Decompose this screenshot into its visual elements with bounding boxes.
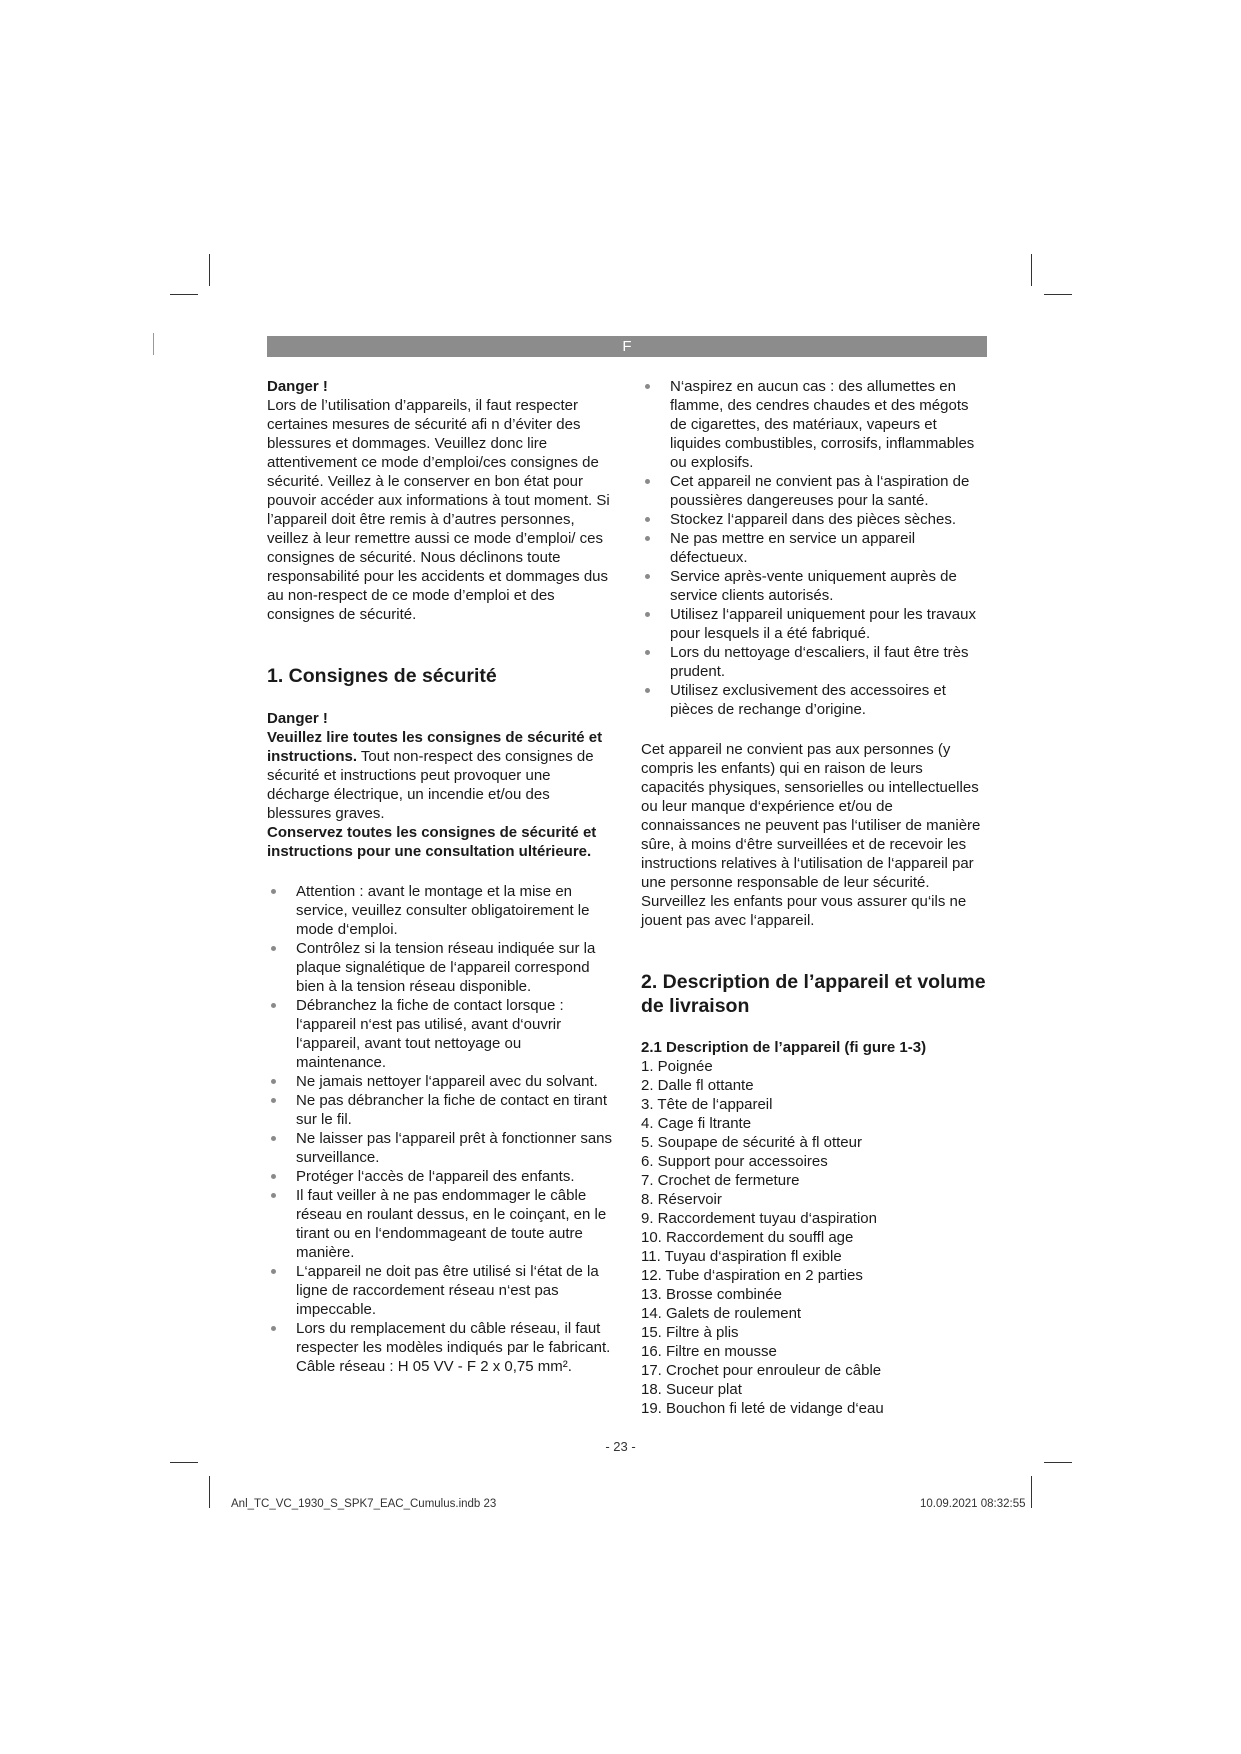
list-item: 1. Poignée <box>641 1058 713 1075</box>
danger-title-2: Danger ! <box>267 710 328 727</box>
list-item: 8. Réservoir <box>641 1191 722 1208</box>
footer-timestamp: 10.09.2021 08:32:55 <box>920 1498 1026 1510</box>
list-item: 4. Cage fi ltrante <box>641 1115 752 1132</box>
list-item: Attention : avant le montage et la mise en service, veuillez consulter obligatoirement le mode d‘emploi. <box>267 882 612 939</box>
crop-mark <box>209 254 210 286</box>
list-item: 10. Raccordement du souffl age <box>641 1229 854 1246</box>
crop-mark <box>170 294 198 295</box>
list-item: Il faut veiller à ne pas endommager le câble réseau en roulant dessus, en le coinçant, en le tirant ou en l‘endommageant de toute autre manière. <box>267 1186 612 1262</box>
list-item: 12. Tube d‘aspiration en 2 parties <box>641 1267 863 1284</box>
list-item: 16. Filtre en mousse <box>641 1343 777 1360</box>
list-item: 6. Support pour accessoires <box>641 1153 828 1170</box>
parts-list <box>641 1057 986 1418</box>
right-column <box>641 377 986 1418</box>
subsection-2-1-heading: 2.1 Description de l’appareil (fi gure 1-3) <box>641 1039 927 1056</box>
list-item: 5. Soupape de sécurité à fl otteur <box>641 1134 862 1151</box>
list-item: 2. Dalle fl ottante <box>641 1077 754 1094</box>
list-item: 9. Raccordement tuyau d‘aspiration <box>641 1210 877 1227</box>
list-item: Cet appareil ne convient pas à l‘aspiration de poussières dangereuses pour la santé. <box>641 472 986 510</box>
list-item: Stockez l‘appareil dans des pièces sèches. <box>641 510 986 529</box>
list-item: 14. Galets de roulement <box>641 1305 802 1322</box>
danger-title: Danger ! <box>267 378 328 395</box>
page-number: - 23 - <box>605 1439 636 1454</box>
crop-mark <box>170 1462 198 1463</box>
crop-mark <box>1031 1476 1032 1508</box>
list-item: Utilisez exclusivement des accessoires et pièces de rechange d’origine. <box>641 681 986 719</box>
language-header-bar <box>267 336 987 357</box>
list-item: Lors du nettoyage d‘escaliers, il faut être très prudent. <box>641 643 986 681</box>
section-1-heading: 1. Consignes de sécurité <box>267 665 497 687</box>
list-item: 18. Suceur plat <box>641 1381 742 1398</box>
list-item: 15. Filtre à plis <box>641 1324 739 1341</box>
list-item: Débranchez la fiche de contact lorsque : l‘appareil n‘est pas utilisé, avant d‘ouvrir l‘appareil, avant tout nettoyage ou maintenance. <box>267 996 612 1072</box>
warning-bold: Veuillez lire toutes les consignes de sécurité et instructions. <box>267 729 603 765</box>
section-2-heading: 2. Description de l’appareil et volume de livraison <box>641 971 986 1017</box>
keep-instructions: Conservez toutes les consignes de sécurité et instructions pour une consultation ultérieure. <box>267 824 597 860</box>
crop-mark <box>1044 294 1072 295</box>
crop-mark <box>1044 1462 1072 1463</box>
list-item: Lors du remplacement du câble réseau, il faut respecter les modèles indiqués par le fabricant. Câble réseau : H 05 VV - F 2 x 0,75 mm². <box>267 1319 612 1376</box>
list-item: 19. Bouchon fi leté de vidange d‘eau <box>641 1400 884 1417</box>
safety-bullet-list <box>267 882 612 1376</box>
warning-text: Tout non-respect des consignes de sécurité et instructions peut provoquer une décharge électrique, un incendie et/ou des blessures graves. <box>267 748 594 822</box>
list-item: Ne jamais nettoyer l‘appareil avec du solvant. <box>267 1072 612 1091</box>
list-item: 11. Tuyau d‘aspiration fl exible <box>641 1248 842 1265</box>
list-item: 7. Crochet de fermeture <box>641 1172 800 1189</box>
language-label: F <box>622 338 632 355</box>
list-item: Utilisez l‘appareil uniquement pour les travaux pour lesquels il a été fabriqué. <box>641 605 986 643</box>
usage-bullet-list <box>641 377 986 719</box>
intro-paragraph: Lors de l’utilisation d’appareils, il faut respecter certaines mesures de sécurité afi n d’éviter des blessures et dommages. Veuillez donc lire attentivement ce mode d’emploi/ces consignes de sécurité. Veillez à le conserver en bon état pour pouvoir accéder aux informations à tout moment. Si l’appareil doit être remis à d’autres personnes, veillez à leur remettre aussi ce mode d’emploi/ ces consignes de sécurité. Nous déclinons toute responsabilité pour les accidents et dommages dus au non-respect de ce mode d’emploi et des consignes de sécurité. <box>267 397 610 623</box>
list-item: 17. Crochet pour enrouleur de câble <box>641 1362 882 1379</box>
list-item: 13. Brosse combinée <box>641 1286 782 1303</box>
crop-mark <box>153 333 154 355</box>
list-item: 3. Tête de l‘appareil <box>641 1096 773 1113</box>
warning-paragraph <box>267 728 612 823</box>
footer-filename: Anl_TC_VC_1930_S_SPK7_EAC_Cumulus.indb 23 <box>231 1498 497 1510</box>
left-column <box>267 377 612 1376</box>
list-item: Ne pas mettre en service un appareil défectueux. <box>641 529 986 567</box>
list-item: Service après-vente uniquement auprès de service clients autorisés. <box>641 567 986 605</box>
crop-mark <box>1031 254 1032 286</box>
crop-mark <box>209 1476 210 1508</box>
list-item: Ne pas débrancher la fiche de contact en tirant sur le fil. <box>267 1091 612 1129</box>
list-item: Ne laisser pas l‘appareil prêt à fonctionner sans surveillance. <box>267 1129 612 1167</box>
list-item: L‘appareil ne doit pas être utilisé si l‘état de la ligne de raccordement réseau n‘est pas impeccable. <box>267 1262 612 1319</box>
list-item: N‘aspirez en aucun cas : des allumettes en flamme, des cendres chaudes et des mégots de cigarettes, des matériaux, vapeurs et liquides combustibles, corrosifs, inflammables ou explosifs. <box>641 377 986 472</box>
children-paragraph: Cet appareil ne convient pas aux personnes (y compris les enfants) qui en raison de leurs capacités physiques, sensorielles ou intellectuelles ou leur manque d‘expérience et/ou de connaissances ne peuvent pas l‘utiliser de manière sûre, à moins d‘être surveillées et de recevoir les instructions relatives à l‘utilisation de l‘appareil par une personne responsable de leur sécurité. Surveillez les enfants pour vous assurer qu‘ils ne jouent pas avec l‘appareil. <box>641 741 981 929</box>
list-item: Contrôlez si la tension réseau indiquée sur la plaque signalétique de l‘appareil correspond bien à la tension réseau disponible. <box>267 939 612 996</box>
list-item: Protéger l‘accès de l‘appareil des enfants. <box>267 1167 612 1186</box>
